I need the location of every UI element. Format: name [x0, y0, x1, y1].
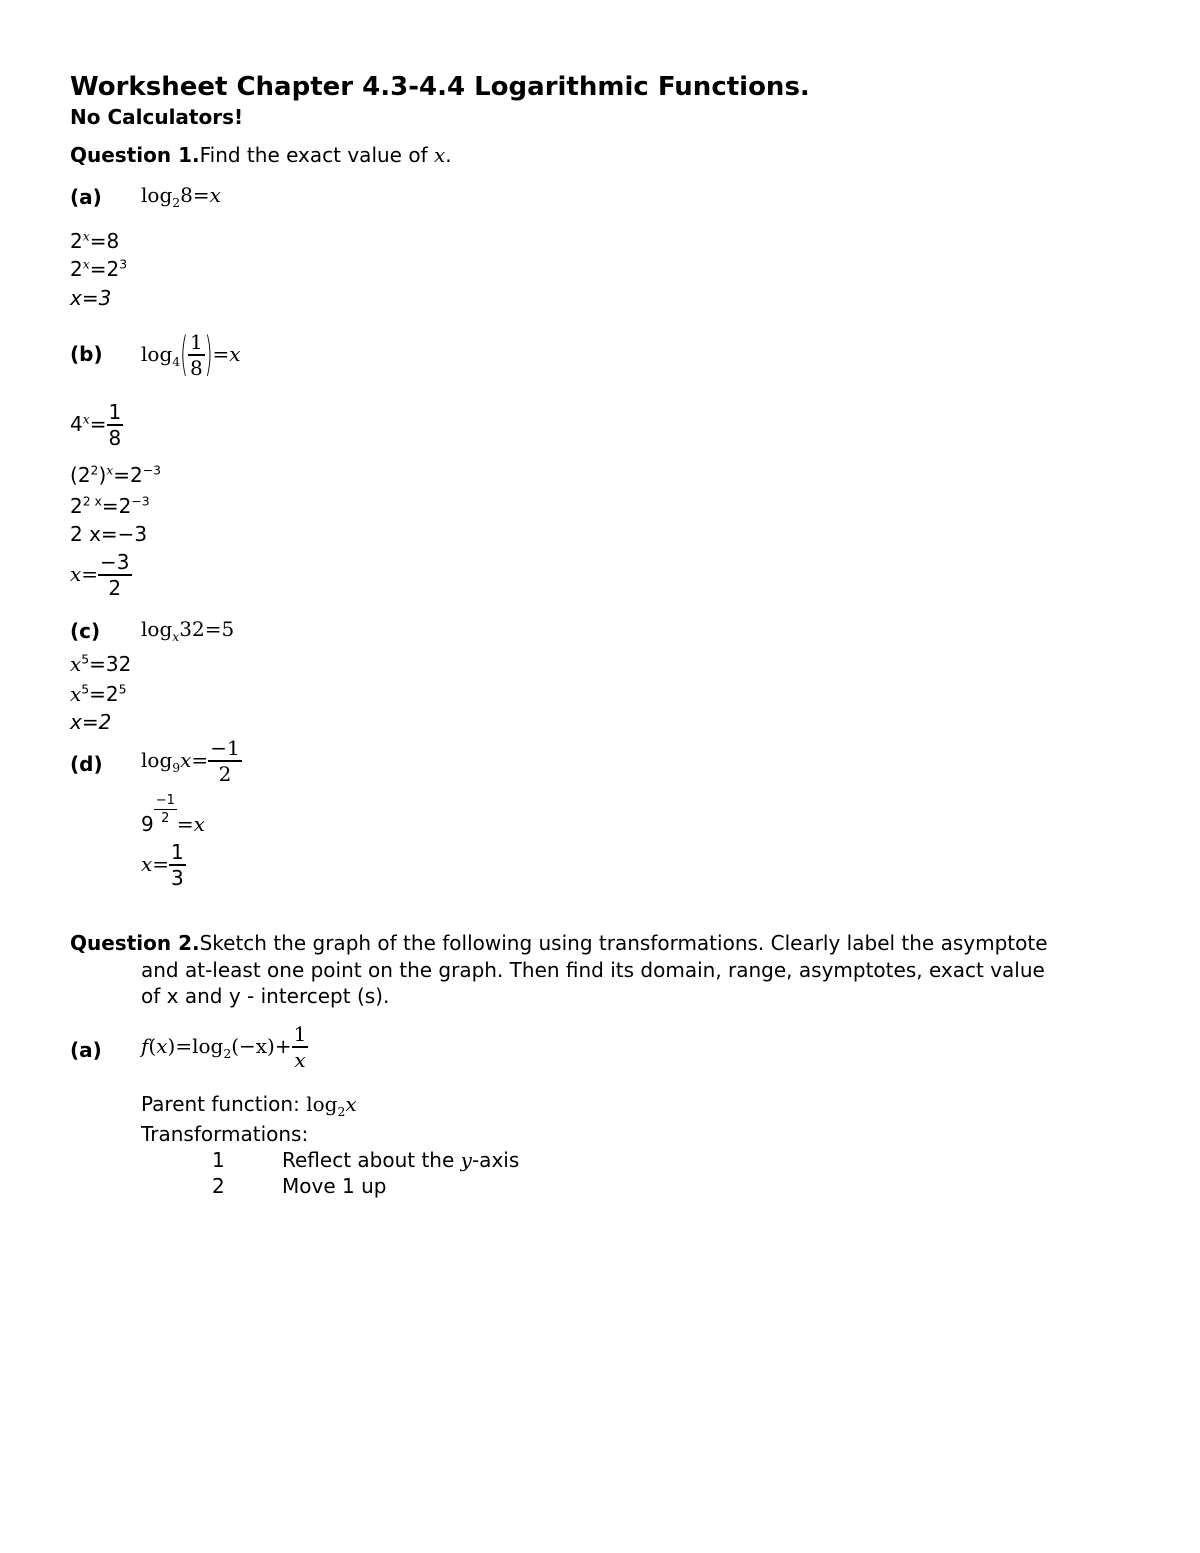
question-2-line-2: and at-least one point on the graph. Then find its domain, range, asymptotes, exact value [141, 958, 1045, 982]
fraction: $\frac{1}{8}$ [189, 330, 203, 380]
part-d-problem: $\log_9x=$ $\frac{-1}{2}$ [141, 736, 240, 786]
part-b-problem: $\log_4$( $\frac{1}{8}$ )=x [141, 326, 241, 382]
part-a-label: (a) [70, 185, 102, 209]
part-c-step-3: x=2 [70, 710, 112, 734]
part-c-step-1: $x^5=32$ [70, 651, 132, 676]
part-b-step-2: $(2^2)^x=2^{-3}$ [70, 462, 161, 487]
part-a-step-2: $2^x=2^3$ [70, 256, 128, 281]
parent-function: Parent function: $\log_2x$ [141, 1092, 357, 1119]
part-a-step-1: $2^x=8$ [70, 228, 120, 253]
transformation-2-text: Move 1 up [282, 1174, 387, 1198]
equals: = [192, 183, 210, 207]
log-base: 2 [172, 195, 181, 210]
part-d-label: (d) [70, 752, 103, 776]
part-b-step-4: 2 x=−3 [70, 522, 148, 546]
q2-part-a-function: $f(x)=\log_2(-x)+$ $\frac{1}{x}$ [141, 1022, 307, 1072]
part-b-label: (b) [70, 342, 103, 366]
question-2-line-3: of x and y - intercept (s). [141, 984, 390, 1008]
question-2-line-1: Question 2.Sketch the graph of the following using transformations. Clearly label the asymptote [70, 931, 1048, 955]
part-b-step-5: x= $\frac{-3}{2}$ [70, 550, 130, 600]
part-c-step-2: $x^5=2^5$ [70, 681, 127, 706]
part-b-step-1: $4^x=$ $\frac{1}{8}$ [70, 400, 122, 450]
part-c-label: (c) [70, 619, 101, 643]
question-1-prompt: Find the exact value of [199, 143, 434, 167]
rhs-var: x [209, 183, 221, 207]
question-1-label: Question 1. [70, 143, 200, 167]
part-d-step-1: 9 $\frac{-1}{2}$ =x [141, 793, 205, 836]
page-subtitle: No Calculators! [70, 105, 244, 129]
close-paren: ) [204, 326, 213, 382]
transformation-2-number: 2 [212, 1174, 225, 1198]
transformations-label: Transformations: [141, 1122, 309, 1146]
part-a-problem [141, 183, 221, 210]
question-1-var: x [433, 143, 446, 167]
open-paren: ( [180, 326, 188, 382]
transformation-1-number: 1 [212, 1148, 225, 1172]
question-1-end: . [445, 143, 452, 167]
page-title: Worksheet Chapter 4.3-4.4 Logarithmic Functions. [70, 72, 810, 102]
transformation-1-text: Reflect about the y-axis [282, 1148, 520, 1172]
log-symbol: log [141, 183, 173, 207]
question-2-label: Question 2. [70, 931, 200, 955]
log-argument: 8 [180, 183, 193, 207]
question-1-heading [70, 145, 452, 165]
part-a-step-3: x=3 [70, 286, 112, 310]
q2-part-a-label: (a) [70, 1038, 102, 1062]
part-d-step-2: x= $\frac{1}{3}$ [141, 840, 184, 890]
part-b-step-3: $2^{2 x}=2^{-3}$ [70, 493, 150, 518]
part-c-problem: $\log_x32=5$ [141, 617, 235, 644]
